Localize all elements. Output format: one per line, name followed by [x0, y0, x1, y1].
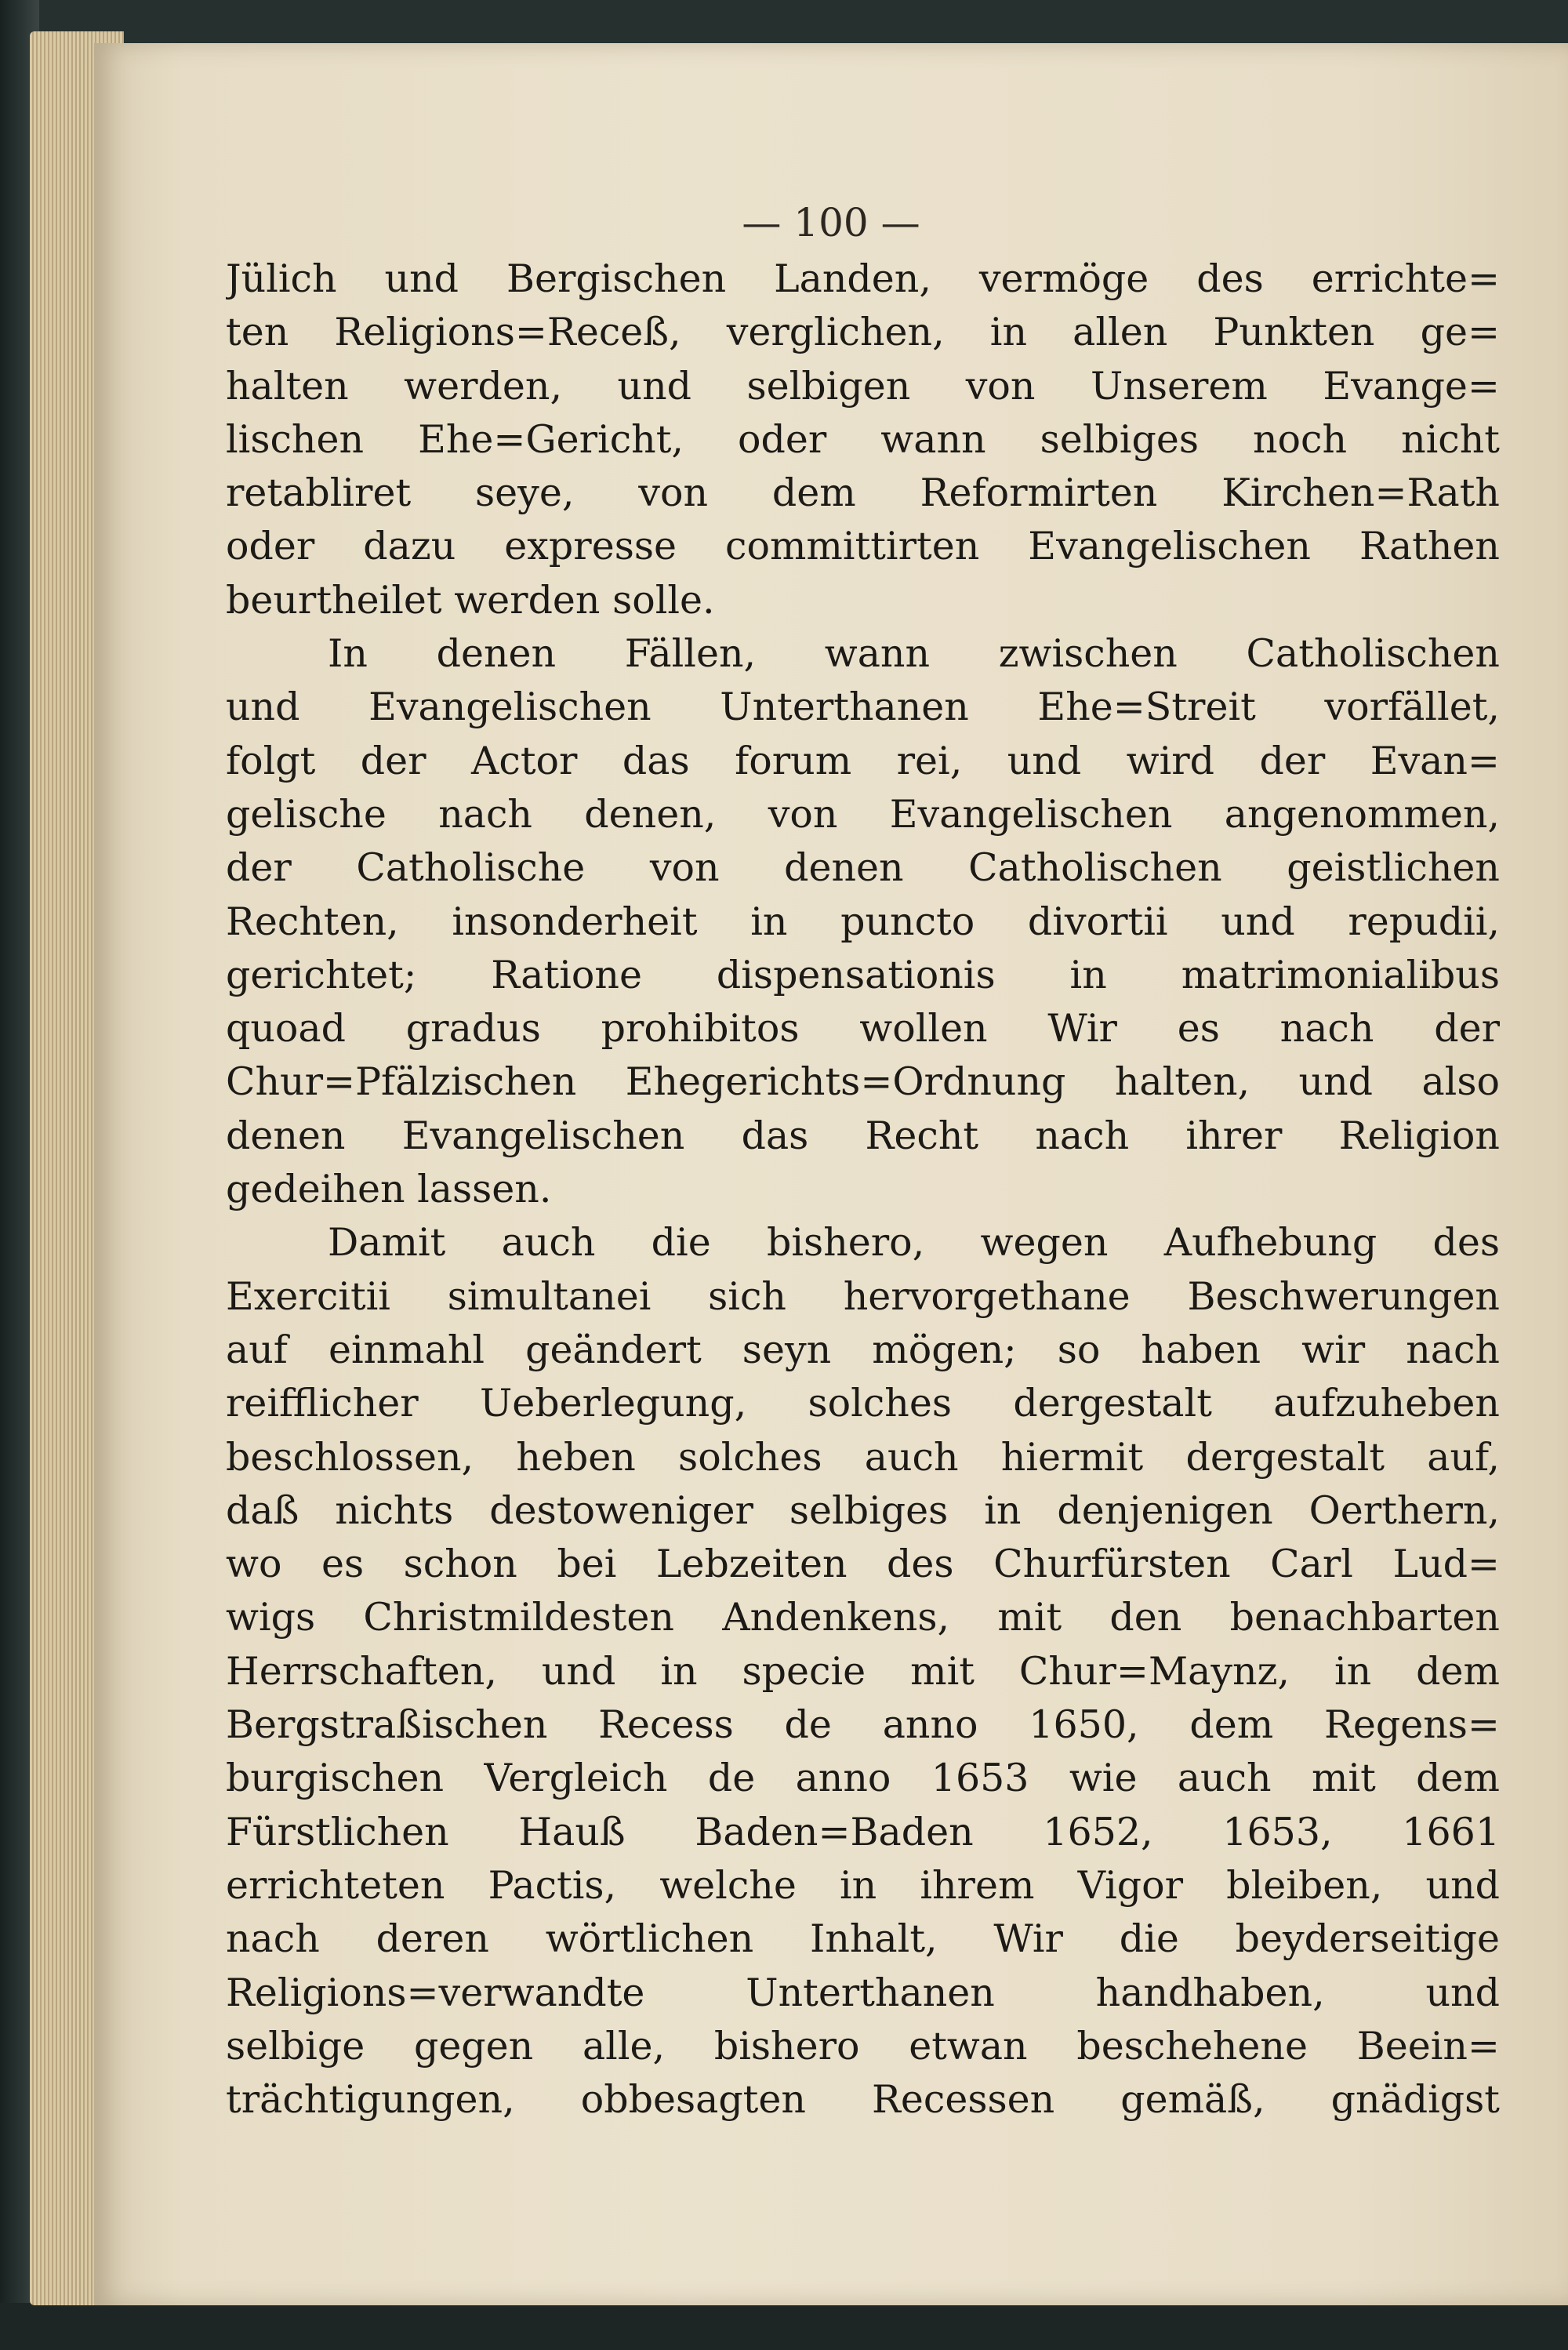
- text-line: wigs Christmildesten Andenkens, mit den benachbarten: [226, 1595, 1500, 1640]
- text-line: Exercitii simultanei sich hervorgethane Beschwerungen: [226, 1273, 1500, 1319]
- text-line: folgt der Actor das forum rei, und wird der Evan=: [226, 738, 1500, 783]
- text-line: wo es schon bei Lebzeiten des Churfürsten Carl Lud=: [226, 1542, 1500, 1587]
- text-line: reifflicher Ueberlegung, solches dergestalt aufzuheben: [226, 1381, 1500, 1426]
- paragraph-1: [226, 252, 1500, 627]
- text-line: selbige gegen alle, bishero etwan beschehene Beein=: [226, 2023, 1500, 2069]
- text-line: daß nichts destoweniger selbiges in denjenigen Oerthern,: [226, 1487, 1500, 1533]
- paragraph-3: [226, 1216, 1500, 2127]
- text-line: denen Evangelischen das Recht nach ihrer Religion: [226, 1113, 1500, 1158]
- text-line: Fürstlichen Hauß Baden=Baden 1652, 1653, 1661: [226, 1809, 1500, 1854]
- text-line: Jülich und Bergischen Landen, vermöge des errichte=: [226, 256, 1500, 301]
- text-line: gelische nach denen, von Evangelischen angenommen,: [226, 791, 1500, 837]
- text-line: halten werden, und selbigen von Unserem Evange=: [226, 363, 1500, 409]
- text-line: Herrschaften, und in specie mit Chur=Maynz, in dem: [226, 1648, 1500, 1694]
- text-line: errichteten Pactis, welche in ihrem Vigor bleiben, und: [226, 1862, 1500, 1908]
- text-line: Chur=Pfälzischen Ehegerichts=Ordnung halten, und also: [226, 1059, 1500, 1105]
- text-line: oder dazu expresse committirten Evangelischen Rathen: [226, 524, 1500, 569]
- body-text: [226, 252, 1500, 2127]
- book-cover-bottom: [0, 2303, 1568, 2350]
- text-line: quoad gradus prohibitos wollen Wir es nach der: [226, 1006, 1500, 1052]
- text-line: Bergstraßischen Recess de anno 1650, dem Regens=: [226, 1702, 1500, 1748]
- text-line: Damit auch die bishero, wegen Aufhebung des: [328, 1220, 1500, 1266]
- page-number: — 100 —: [742, 200, 920, 245]
- text-line: auf einmahl geändert seyn mögen; so haben wir nach: [226, 1327, 1500, 1372]
- text-line: Rechten, insonderheit in puncto divortii und repudii,: [226, 899, 1500, 944]
- text-line: und Evangelischen Unterthanen Ehe=Streit vorfället,: [226, 685, 1500, 730]
- text-line: gedeihen lassen.: [226, 1167, 552, 1212]
- text-line: trächtigungen, obbesagten Recessen gemäß, gnädigst: [226, 2077, 1500, 2123]
- text-line: der Catholische von denen Catholischen geistlichen: [226, 845, 1500, 891]
- paragraph-2: [226, 627, 1500, 1216]
- text-line: gerichtet; Ratione dispensationis in matrimonialibus: [226, 952, 1500, 997]
- text-line: beschlossen, heben solches auch hiermit dergestalt auf,: [226, 1434, 1500, 1480]
- text-line: lischen Ehe=Gericht, oder wann selbiges noch nicht: [226, 416, 1500, 462]
- text-line: Religions=verwandte Unterthanen handhaben, und: [226, 1970, 1500, 2015]
- text-line: nach deren wörtlichen Inhalt, Wir die beyderseitige: [226, 1916, 1500, 1962]
- text-line: burgischen Vergleich de anno 1653 wie auch mit dem: [226, 1756, 1500, 1801]
- text-line: In denen Fällen, wann zwischen Catholischen: [328, 631, 1500, 677]
- text-line: ten Religions=Receß, verglichen, in allen Punkten ge=: [226, 310, 1500, 355]
- text-line: beurtheilet werden solle.: [226, 577, 715, 623]
- text-line: retabliret seye, von dem Reformirten Kirchen=Rath: [226, 470, 1500, 516]
